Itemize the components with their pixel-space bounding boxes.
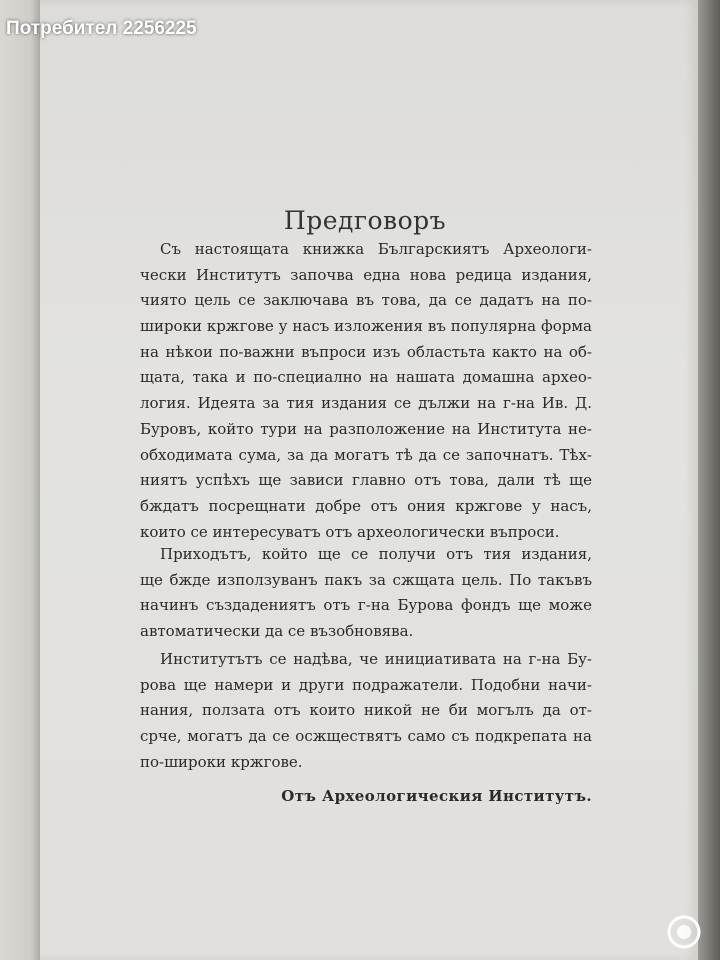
paragraph-2 <box>140 542 592 645</box>
text-line: на нѣкои по-важни въпроси изъ областьта както на об- <box>140 342 592 361</box>
paragraph-1 <box>140 237 592 545</box>
page-title: Предговоръ <box>283 206 447 235</box>
text-line: чиято цель се заключава въ това, да се дадатъ на по- <box>140 291 592 310</box>
text-line: начинъ създадениятъ отъ г-на Бурова фондъ ще може <box>140 596 592 615</box>
text-line: логия. Идеята за тия издания се дължи на г-на Ив. Д. <box>140 394 592 413</box>
bazar-logo-icon <box>660 914 708 954</box>
text-line: автоматически да се възобновява. <box>140 622 414 641</box>
text-line: бждатъ посрещнати добре отъ ония кржгове у насъ, <box>140 496 592 515</box>
text-line: щата, така и по-специално на нашата домашна архео- <box>140 368 592 387</box>
text-line: ниятъ успѣхъ ще зависи главно отъ това, дали тѣ ще <box>140 471 592 490</box>
text-line: които се интересуватъ отъ археологически въпроси. <box>140 522 560 541</box>
text-line: срче, могатъ да се осжществятъ само съ подкрепата на <box>140 727 592 746</box>
text-line: нания, ползата отъ които никой не би могълъ да от- <box>140 701 592 720</box>
text-line: Буровъ, който тури на разположение на Института не- <box>140 419 592 438</box>
text-line: по-широки кржгове. <box>140 752 303 771</box>
text-line: Съ настоящата книжка Българскиятъ Археологи- <box>160 240 592 258</box>
adjacent-page-edge <box>0 0 44 960</box>
user-watermark: Потребител 2256225 <box>6 18 197 39</box>
page-shadow <box>698 0 720 960</box>
text-line: чески Институтъ започва една нова редица издания, <box>140 265 592 284</box>
text-line: обходимата сума, за да могатъ тѣ да се започнатъ. Тѣх- <box>140 445 592 464</box>
text-line: ще бжде използуванъ пакъ за сжщата цель. По такъвъ <box>140 570 592 589</box>
text-line: рова ще намери и други подражатели. Подобни начи- <box>140 675 592 694</box>
text-line: Приходътъ, който ще се получи отъ тия издания, <box>160 545 592 563</box>
text-line: Институтътъ се надѣва, че инициативата на г-на Бу- <box>160 650 592 668</box>
paragraph-3 <box>140 647 592 775</box>
signature: Отъ Археологическия Институтъ. <box>281 787 592 805</box>
text-line: широки кржгове у насъ изложения въ популярна форма <box>140 317 592 336</box>
